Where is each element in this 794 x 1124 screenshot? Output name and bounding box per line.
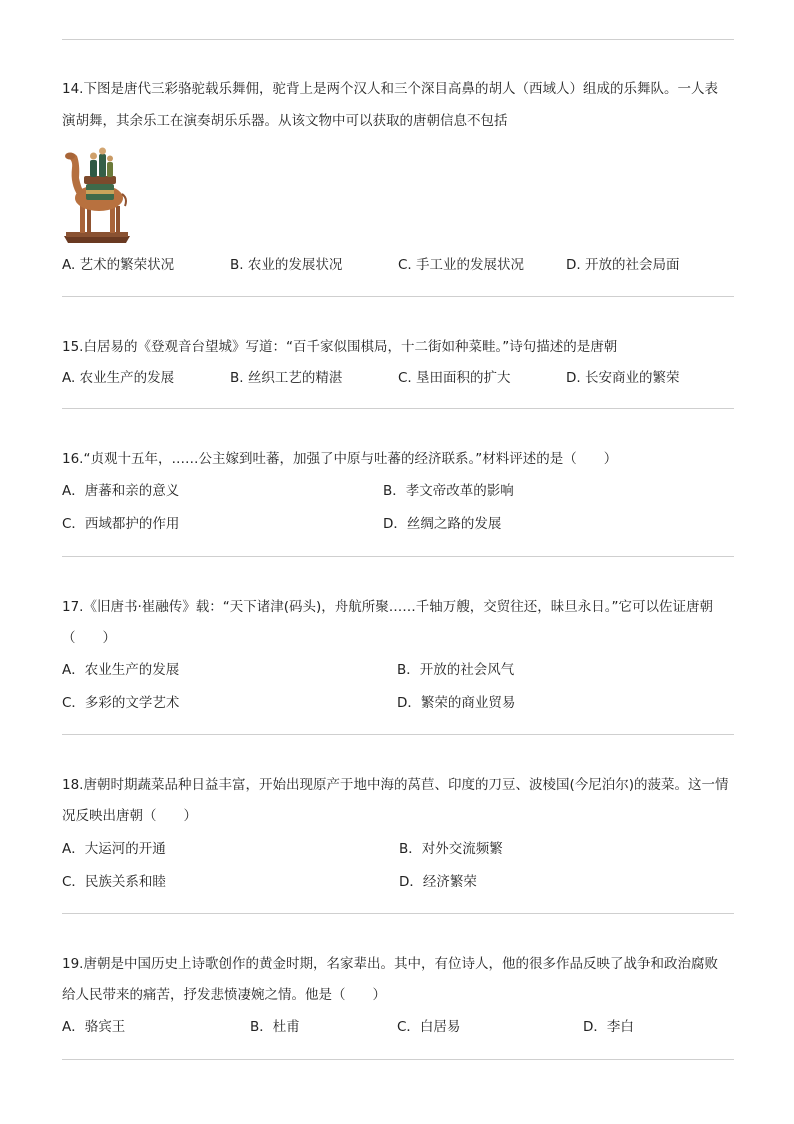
question-14-stem-line-1: 14.下图是唐代三彩骆驼载乐舞佣，驼背上是两个汉人和三个深目高鼻的胡人（西域人）组成的乐舞队。一人表 xyxy=(62,81,718,97)
separator-line xyxy=(62,556,734,557)
question-15-option-a[interactable]: A. 农业生产的发展 xyxy=(62,370,175,386)
question-14-option-b[interactable]: B. 农业的发展状况 xyxy=(230,257,343,273)
question-16-stem-line-1: 16.“贞观十五年，……公主嫁到吐蕃，加强了中原与吐蕃的经济联系。”材料评述的是（ ） xyxy=(62,451,618,467)
question-14-option-c[interactable]: C. 手工业的发展状况 xyxy=(398,257,525,273)
question-17-stem-line-2: （ ） xyxy=(62,630,116,646)
question-16-option-a[interactable]: A．唐蕃和亲的意义 xyxy=(62,483,180,499)
question-14-stem-line-2: 演胡舞，其余乐工在演奏胡乐乐器。从该文物中可以获取的唐朝信息不包括 xyxy=(62,113,508,129)
question-16-option-b[interactable]: B．孝文帝改革的影响 xyxy=(383,483,514,499)
question-14-option-a[interactable]: A. 艺术的繁荣状况 xyxy=(62,257,175,273)
question-17-option-a[interactable]: A．农业生产的发展 xyxy=(62,662,180,678)
question-17-stem-line-1: 17.《旧唐书·崔融传》载：“天下诸津(码头)，舟航所聚……千轴万艘，交贸往还，昧旦永日。”它可以佐证唐朝 xyxy=(62,599,714,615)
question-16-option-c[interactable]: C．西域都护的作用 xyxy=(62,516,180,532)
question-17-option-c[interactable]: C．多彩的文学艺术 xyxy=(62,695,180,711)
separator-line xyxy=(62,408,734,409)
question-19-stem-line-2: 给人民带来的痛苦，抒发悲愤凄婉之情。他是（ ） xyxy=(62,987,386,1003)
separator-line xyxy=(62,296,734,297)
question-17-option-b[interactable]: B．开放的社会风气 xyxy=(397,662,515,678)
question-18-stem-line-1: 18.唐朝时期蔬菜品种日益丰富，开始出现原产于地中海的莴苣、印度的刀豆、波棱国(今尼泊尔)的菠菜。这一情 xyxy=(62,777,729,793)
question-18-option-d[interactable]: D．经济繁荣 xyxy=(399,874,477,890)
question-14-option-d[interactable]: D. 开放的社会局面 xyxy=(566,257,680,273)
question-17-option-d[interactable]: D．繁荣的商业贸易 xyxy=(397,695,516,711)
question-18-stem-line-2: 况反映出唐朝（ ） xyxy=(62,808,197,824)
question-15-stem-line-1: 15.白居易的《登观音台望城》写道：“百千家似围棋局，十二街如种菜畦。”诗句描述的是唐朝 xyxy=(62,339,618,355)
separator-line xyxy=(62,39,734,40)
question-15-option-d[interactable]: D. 长安商业的繁荣 xyxy=(566,370,680,386)
question-18-option-c[interactable]: C．民族关系和睦 xyxy=(62,874,166,890)
question-19-option-a[interactable]: A．骆宾王 xyxy=(62,1019,126,1035)
tang-sancai-camel-figurine-image xyxy=(62,146,132,244)
question-15-option-c[interactable]: C. 垦田面积的扩大 xyxy=(398,370,511,386)
question-16-option-d[interactable]: D．丝绸之路的发展 xyxy=(383,516,502,532)
separator-line xyxy=(62,1059,734,1060)
separator-line xyxy=(62,913,734,914)
question-18-option-a[interactable]: A．大运河的开通 xyxy=(62,841,166,857)
question-19-option-d[interactable]: D．李白 xyxy=(583,1019,634,1035)
question-19-option-b[interactable]: B．杜甫 xyxy=(250,1019,300,1035)
question-19-stem-line-1: 19.唐朝是中国历史上诗歌创作的黄金时期，名家辈出。其中，有位诗人，他的很多作品反映了战争和政治腐败 xyxy=(62,956,718,972)
question-15-option-b[interactable]: B. 丝织工艺的精湛 xyxy=(230,370,343,386)
camel-figurine-illustration xyxy=(62,146,132,244)
question-19-option-c[interactable]: C．白居易 xyxy=(397,1019,461,1035)
question-18-option-b[interactable]: B．对外交流频繁 xyxy=(399,841,503,857)
separator-line xyxy=(62,734,734,735)
